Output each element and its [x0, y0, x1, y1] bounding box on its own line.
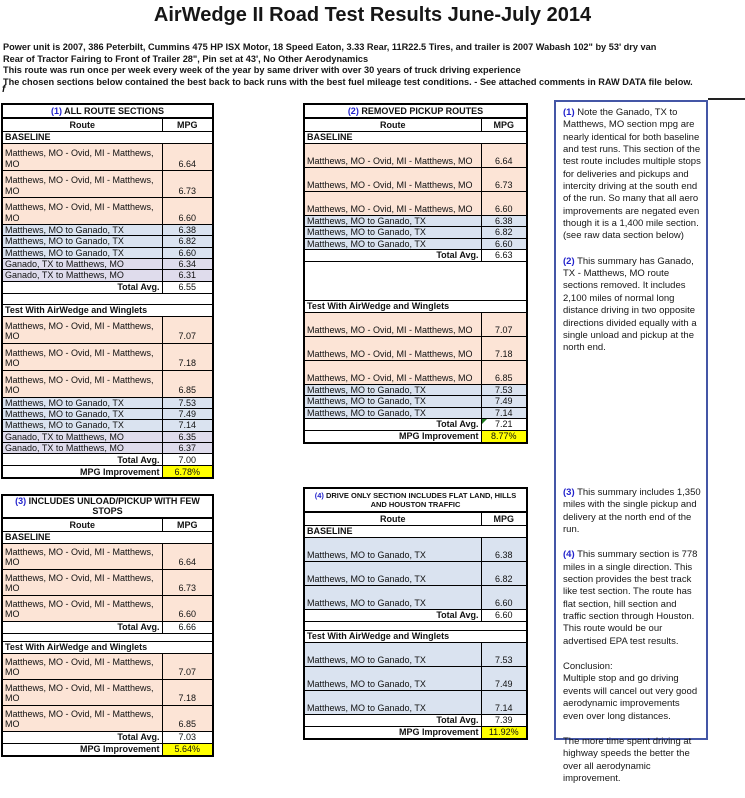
- notes-top-group: [563, 107, 701, 355]
- data-table: [1, 494, 214, 757]
- notes-panel: [554, 100, 708, 784]
- mpg-cell: 6.73: [481, 168, 527, 192]
- mpg-cell: 6.38: [481, 538, 527, 562]
- table-drive-only-section: [303, 487, 528, 740]
- total-avg-value: 7.00: [162, 454, 213, 466]
- mpg-improvement-row: [304, 727, 527, 740]
- table-title: (2) REMOVED PICKUP ROUTES: [304, 104, 527, 118]
- mpg-cell: 6.85: [162, 370, 213, 397]
- spacer-cell: [304, 622, 527, 631]
- mpg-improvement-label: MPG Improvement: [304, 727, 481, 740]
- comment-flag-icon: [482, 419, 487, 424]
- table-title: (3) INCLUDES UNLOAD/PICKUP WITH FEW STOPS: [2, 495, 213, 518]
- route-cell: Matthews, MO - Ovid, MI - Matthews, MO: [2, 653, 162, 679]
- route-cell: Matthews, MO - Ovid, MI - Matthews, MO: [2, 343, 162, 370]
- spec-line-fairing: Rear of Tractor Fairing to Front of Trailer 28", Pin set at 43', No Other Aerodynamics: [3, 53, 369, 64]
- total-avg-value: 7.03: [162, 731, 213, 743]
- mpg-cell: 7.18: [481, 337, 527, 361]
- table-row: [304, 691, 527, 715]
- route-cell: Matthews, MO - Ovid, MI - Matthews, MO: [2, 705, 162, 731]
- route-cell: Matthews, MO to Ganado, TX: [2, 420, 162, 431]
- mpg-improvement-label: MPG Improvement: [2, 466, 162, 479]
- table-row: [2, 420, 213, 431]
- column-header-row: [304, 512, 527, 526]
- stray-character: f: [2, 84, 6, 95]
- route-cell: Matthews, MO - Ovid, MI - Matthews, MO: [304, 192, 481, 216]
- mpg-improvement-row: [304, 431, 527, 444]
- table-row: [2, 270, 213, 281]
- mpg-cell: 6.82: [162, 236, 213, 247]
- mpg-cell: 6.85: [162, 705, 213, 731]
- table-row: [2, 225, 213, 236]
- total-avg-value: 7.21: [481, 419, 527, 431]
- note-paragraph: Conclusion:: [563, 661, 613, 673]
- section-label-row: [2, 304, 213, 316]
- table-row: [2, 595, 213, 621]
- route-cell: Ganado, TX to Matthews, MO: [2, 270, 162, 281]
- section-label: BASELINE: [304, 132, 527, 144]
- mpg-cell: 7.07: [162, 316, 213, 343]
- total-avg-row: [304, 419, 527, 431]
- spec-line-chosen-sections: The chosen sections below contained the best back to back runs with the best fuel mileage test conditions. - See attached comments in RAW DATA file below.: [3, 76, 693, 87]
- mpg-cell: 6.73: [162, 171, 213, 198]
- total-avg-label: Total Avg.: [304, 715, 481, 727]
- table-number: (3): [15, 496, 27, 506]
- note-number: (2): [563, 255, 575, 267]
- section-label: BASELINE: [2, 531, 213, 543]
- spacer-cell: [304, 262, 527, 301]
- spacer-cell: [2, 633, 213, 641]
- mpg-cell: 6.64: [162, 543, 213, 569]
- mpg-improvement-value: 6.78%: [162, 466, 213, 479]
- route-cell: Matthews, MO to Ganado, TX: [304, 216, 481, 227]
- table-unload-pickup-few-stops: [1, 494, 214, 757]
- mpg-cell: 7.53: [162, 397, 213, 408]
- total-avg-label: Total Avg.: [2, 281, 162, 293]
- total-avg-row: [304, 715, 527, 727]
- mpg-column-header: MPG: [481, 118, 527, 132]
- table-all-route-sections: [1, 103, 214, 479]
- table-row: [304, 144, 527, 168]
- route-cell: Ganado, TX to Matthews, MO: [2, 259, 162, 270]
- table-row: [2, 236, 213, 247]
- table-row: [304, 396, 527, 407]
- mpg-improvement-label: MPG Improvement: [2, 743, 162, 756]
- note-paragraph: (4) This summary section is 778 miles in a single direction. This section provides the best track like test section. The route has flat section, hill section and traffic section through Houston. This route would be our advertised EPA test results.: [563, 549, 698, 647]
- note-number: (3): [563, 487, 575, 498]
- mpg-cell: 7.14: [481, 691, 527, 715]
- total-avg-row: [304, 250, 527, 262]
- column-header-row: [2, 518, 213, 532]
- route-cell: Matthews, MO to Ganado, TX: [2, 409, 162, 420]
- route-cell: Matthews, MO to Ganado, TX: [304, 562, 481, 586]
- route-cell: Matthews, MO to Ganado, TX: [304, 407, 481, 418]
- mpg-cell: 6.35: [162, 431, 213, 442]
- table-number: (1): [50, 105, 62, 116]
- total-avg-value: 6.63: [481, 250, 527, 262]
- mpg-cell: 7.49: [162, 409, 213, 420]
- mpg-cell: 7.14: [481, 407, 527, 418]
- route-cell: Matthews, MO - Ovid, MI - Matthews, MO: [304, 337, 481, 361]
- spec-line-route-frequency: This route was run once per week every week of the year by same driver with over 30 years of truck driving experience: [3, 65, 521, 75]
- table-row: [2, 653, 213, 679]
- mpg-cell: 6.82: [481, 562, 527, 586]
- mpg-cell: 6.85: [481, 361, 527, 385]
- total-avg-label: Total Avg.: [2, 621, 162, 633]
- mpg-improvement-value: 11.92%: [481, 727, 527, 740]
- table-removed-pickup-routes: [303, 103, 528, 444]
- spacer-row: [304, 262, 527, 301]
- total-avg-value: 6.55: [162, 281, 213, 293]
- mpg-cell: 7.49: [481, 667, 527, 691]
- section-label: Test With AirWedge and Winglets: [304, 631, 527, 643]
- table-number: (2): [347, 105, 359, 116]
- table-row: [304, 385, 527, 396]
- table-title-row: [2, 104, 213, 118]
- section-label: BASELINE: [2, 132, 213, 144]
- mpg-column-header: MPG: [162, 118, 213, 132]
- mpg-cell: 7.53: [481, 385, 527, 396]
- table-row: [304, 538, 527, 562]
- table-row: [2, 409, 213, 420]
- section-label-row: [304, 526, 527, 538]
- total-avg-row: [2, 731, 213, 743]
- table-row: [304, 562, 527, 586]
- mpg-cell: 7.07: [481, 313, 527, 337]
- mpg-cell: 6.38: [162, 225, 213, 236]
- table-row: [2, 316, 213, 343]
- table-row: [304, 667, 527, 691]
- table-row: [304, 168, 527, 192]
- spacer-row: [2, 293, 213, 304]
- note-paragraph: (1) Note the Ganado, TX to Matthews, MO section mpg are nearly identical for both baseline and test runs. This section of the test route includes multiple stops for deliveries and pickups and intercity driving at the south end of the run. So many that all aero improvements are negated even though it is a 1,400 mile section. (see raw data section below): [563, 107, 701, 242]
- mpg-cell: 7.14: [162, 420, 213, 431]
- mpg-improvement-value: 8.77%: [481, 431, 527, 444]
- table-title-row: [304, 104, 527, 118]
- table-row: [2, 198, 213, 225]
- spec-notes: [3, 42, 693, 88]
- table-row: [304, 361, 527, 385]
- table-title-row: [304, 488, 527, 512]
- mpg-cell: 6.37: [162, 443, 213, 454]
- table-row: [304, 227, 527, 238]
- table-row: [304, 216, 527, 227]
- route-cell: Matthews, MO - Ovid, MI - Matthews, MO: [2, 144, 162, 171]
- column-header-row: [304, 118, 527, 132]
- note-paragraph: (3) This summary includes 1,350 miles with the single pickup and delivery at the north end of the run.: [563, 487, 701, 536]
- route-cell: Matthews, MO - Ovid, MI - Matthews, MO: [2, 198, 162, 225]
- total-avg-row: [2, 454, 213, 466]
- spacer-row: [304, 622, 527, 631]
- mpg-cell: 6.60: [162, 595, 213, 621]
- section-label-row: [2, 641, 213, 653]
- route-cell: Matthews, MO to Ganado, TX: [304, 691, 481, 715]
- table-title-row: [2, 495, 213, 518]
- total-avg-value: 7.39: [481, 715, 527, 727]
- route-cell: Matthews, MO to Ganado, TX: [304, 586, 481, 610]
- mpg-column-header: MPG: [162, 518, 213, 532]
- route-column-header: Route: [304, 118, 481, 132]
- table-row: [2, 171, 213, 198]
- route-cell: Matthews, MO - Ovid, MI - Matthews, MO: [2, 595, 162, 621]
- notes-bottom-group: [563, 487, 701, 798]
- mpg-cell: 6.60: [162, 247, 213, 258]
- mpg-cell: 7.07: [162, 653, 213, 679]
- mpg-cell: 6.60: [481, 238, 527, 249]
- route-cell: Matthews, MO - Ovid, MI - Matthews, MO: [304, 313, 481, 337]
- route-cell: Matthews, MO to Ganado, TX: [2, 225, 162, 236]
- table-row: [304, 586, 527, 610]
- mpg-cell: 6.60: [481, 192, 527, 216]
- mpg-improvement-row: [2, 743, 213, 756]
- table-row: [304, 192, 527, 216]
- route-cell: Matthews, MO to Ganado, TX: [304, 238, 481, 249]
- route-column-header: Route: [304, 512, 481, 526]
- mpg-improvement-value: 5.64%: [162, 743, 213, 756]
- route-cell: Matthews, MO to Ganado, TX: [2, 247, 162, 258]
- total-avg-row: [2, 281, 213, 293]
- table-row: [2, 543, 213, 569]
- column-header-row: [2, 118, 213, 132]
- mpg-cell: 6.31: [162, 270, 213, 281]
- mpg-cell: 6.64: [481, 144, 527, 168]
- table-row: [2, 443, 213, 454]
- section-label: Test With AirWedge and Winglets: [2, 304, 213, 316]
- table-number: (4): [314, 490, 324, 500]
- spec-line-power-unit: Power unit is 2007, 386 Peterbilt, Cummins 475 HP ISX Motor, 18 Speed Eaton, 3.33 Rear, 11R22.5 Tires, and trailer is 2007 Wabash 102" by 53' dry van: [3, 42, 657, 52]
- route-column-header: Route: [2, 518, 162, 532]
- table-row: [2, 397, 213, 408]
- section-label-row: [304, 631, 527, 643]
- route-cell: Matthews, MO - Ovid, MI - Matthews, MO: [2, 679, 162, 705]
- data-table: [1, 103, 214, 479]
- route-cell: Matthews, MO to Ganado, TX: [2, 236, 162, 247]
- section-label-row: [2, 531, 213, 543]
- route-cell: Matthews, MO to Ganado, TX: [304, 227, 481, 238]
- table-row: [304, 643, 527, 667]
- table-title: (4) DRIVE ONLY SECTION INCLUDES FLAT LAND, HILLS AND HOUSTON TRAFFIC: [304, 488, 527, 512]
- total-avg-label: Total Avg.: [304, 250, 481, 262]
- note-number: (1): [563, 107, 575, 118]
- total-avg-label: Total Avg.: [304, 419, 481, 431]
- table-row: [2, 370, 213, 397]
- route-cell: Matthews, MO - Ovid, MI - Matthews, MO: [2, 171, 162, 198]
- route-cell: Matthews, MO to Ganado, TX: [304, 538, 481, 562]
- route-cell: Matthews, MO to Ganado, TX: [304, 643, 481, 667]
- route-cell: Matthews, MO to Ganado, TX: [304, 385, 481, 396]
- note-number: (4): [563, 549, 575, 561]
- mpg-cell: 6.60: [481, 586, 527, 610]
- table-row: [2, 705, 213, 731]
- table-row: [2, 343, 213, 370]
- section-label-row: [304, 301, 527, 313]
- mpg-cell: 6.64: [162, 144, 213, 171]
- route-column-header: Route: [2, 118, 162, 132]
- table-row: [304, 337, 527, 361]
- table-row: [2, 679, 213, 705]
- note-paragraph: Multiple stop and go driving events will cancel out very good aerodynamic improvements even over long distances.: [563, 673, 698, 722]
- total-avg-value: 6.60: [481, 610, 527, 622]
- section-label: BASELINE: [304, 526, 527, 538]
- page-title: AirWedge II Road Test Results June-July 2014: [153, 4, 592, 26]
- mpg-cell: 6.38: [481, 216, 527, 227]
- section-label-row: [304, 132, 527, 144]
- mpg-improvement-label: MPG Improvement: [304, 431, 481, 444]
- route-cell: Matthews, MO to Ganado, TX: [2, 397, 162, 408]
- route-cell: Matthews, MO - Ovid, MI - Matthews, MO: [304, 144, 481, 168]
- route-cell: Matthews, MO - Ovid, MI - Matthews, MO: [2, 569, 162, 595]
- mpg-cell: 6.82: [481, 227, 527, 238]
- table-row: [2, 247, 213, 258]
- data-table: [303, 487, 528, 740]
- route-cell: Matthews, MO - Ovid, MI - Matthews, MO: [2, 370, 162, 397]
- section-label: Test With AirWedge and Winglets: [304, 301, 527, 313]
- mpg-cell: 7.18: [162, 343, 213, 370]
- total-avg-label: Total Avg.: [304, 610, 481, 622]
- table-row: [2, 144, 213, 171]
- mpg-cell: 6.60: [162, 198, 213, 225]
- mpg-cell: 6.34: [162, 259, 213, 270]
- section-label: Test With AirWedge and Winglets: [2, 641, 213, 653]
- mpg-cell: 6.73: [162, 569, 213, 595]
- mpg-cell: 7.18: [162, 679, 213, 705]
- spacer-row: [2, 633, 213, 641]
- data-table: [303, 103, 528, 444]
- divider-line: [708, 98, 745, 100]
- total-avg-label: Total Avg.: [2, 454, 162, 466]
- total-avg-label: Total Avg.: [2, 731, 162, 743]
- route-cell: Matthews, MO to Ganado, TX: [304, 667, 481, 691]
- mpg-column-header: MPG: [481, 512, 527, 526]
- route-cell: Matthews, MO - Ovid, MI - Matthews, MO: [2, 316, 162, 343]
- route-cell: Ganado, TX to Matthews, MO: [2, 443, 162, 454]
- route-cell: Matthews, MO - Ovid, MI - Matthews, MO: [304, 168, 481, 192]
- route-cell: Matthews, MO to Ganado, TX: [304, 396, 481, 407]
- mpg-cell: 7.53: [481, 643, 527, 667]
- mpg-improvement-row: [2, 466, 213, 479]
- note-paragraph: The more time spent driving at highway speeds the better the over all aerodynamic improvement.: [563, 735, 692, 784]
- total-avg-value: 6.66: [162, 621, 213, 633]
- total-avg-row: [2, 621, 213, 633]
- table-row: [2, 569, 213, 595]
- table-row: [2, 259, 213, 270]
- spacer-cell: [2, 293, 213, 304]
- table-row: [304, 407, 527, 418]
- table-row: [2, 431, 213, 442]
- table-title: (1) ALL ROUTE SECTIONS: [2, 104, 213, 118]
- total-avg-row: [304, 610, 527, 622]
- route-cell: Matthews, MO - Ovid, MI - Matthews, MO: [2, 543, 162, 569]
- route-cell: Ganado, TX to Matthews, MO: [2, 431, 162, 442]
- mpg-cell: 7.49: [481, 396, 527, 407]
- route-cell: Matthews, MO - Ovid, MI - Matthews, MO: [304, 361, 481, 385]
- table-row: [304, 313, 527, 337]
- table-row: [304, 238, 527, 249]
- section-label-row: [2, 132, 213, 144]
- note-paragraph: (2) This summary has Ganado, TX - Matthews, MO route sections removed. It includes 2,100 miles of normal long distance driving in two opposite directions divided equally with a single unload and pickup at the north end.: [563, 255, 697, 354]
